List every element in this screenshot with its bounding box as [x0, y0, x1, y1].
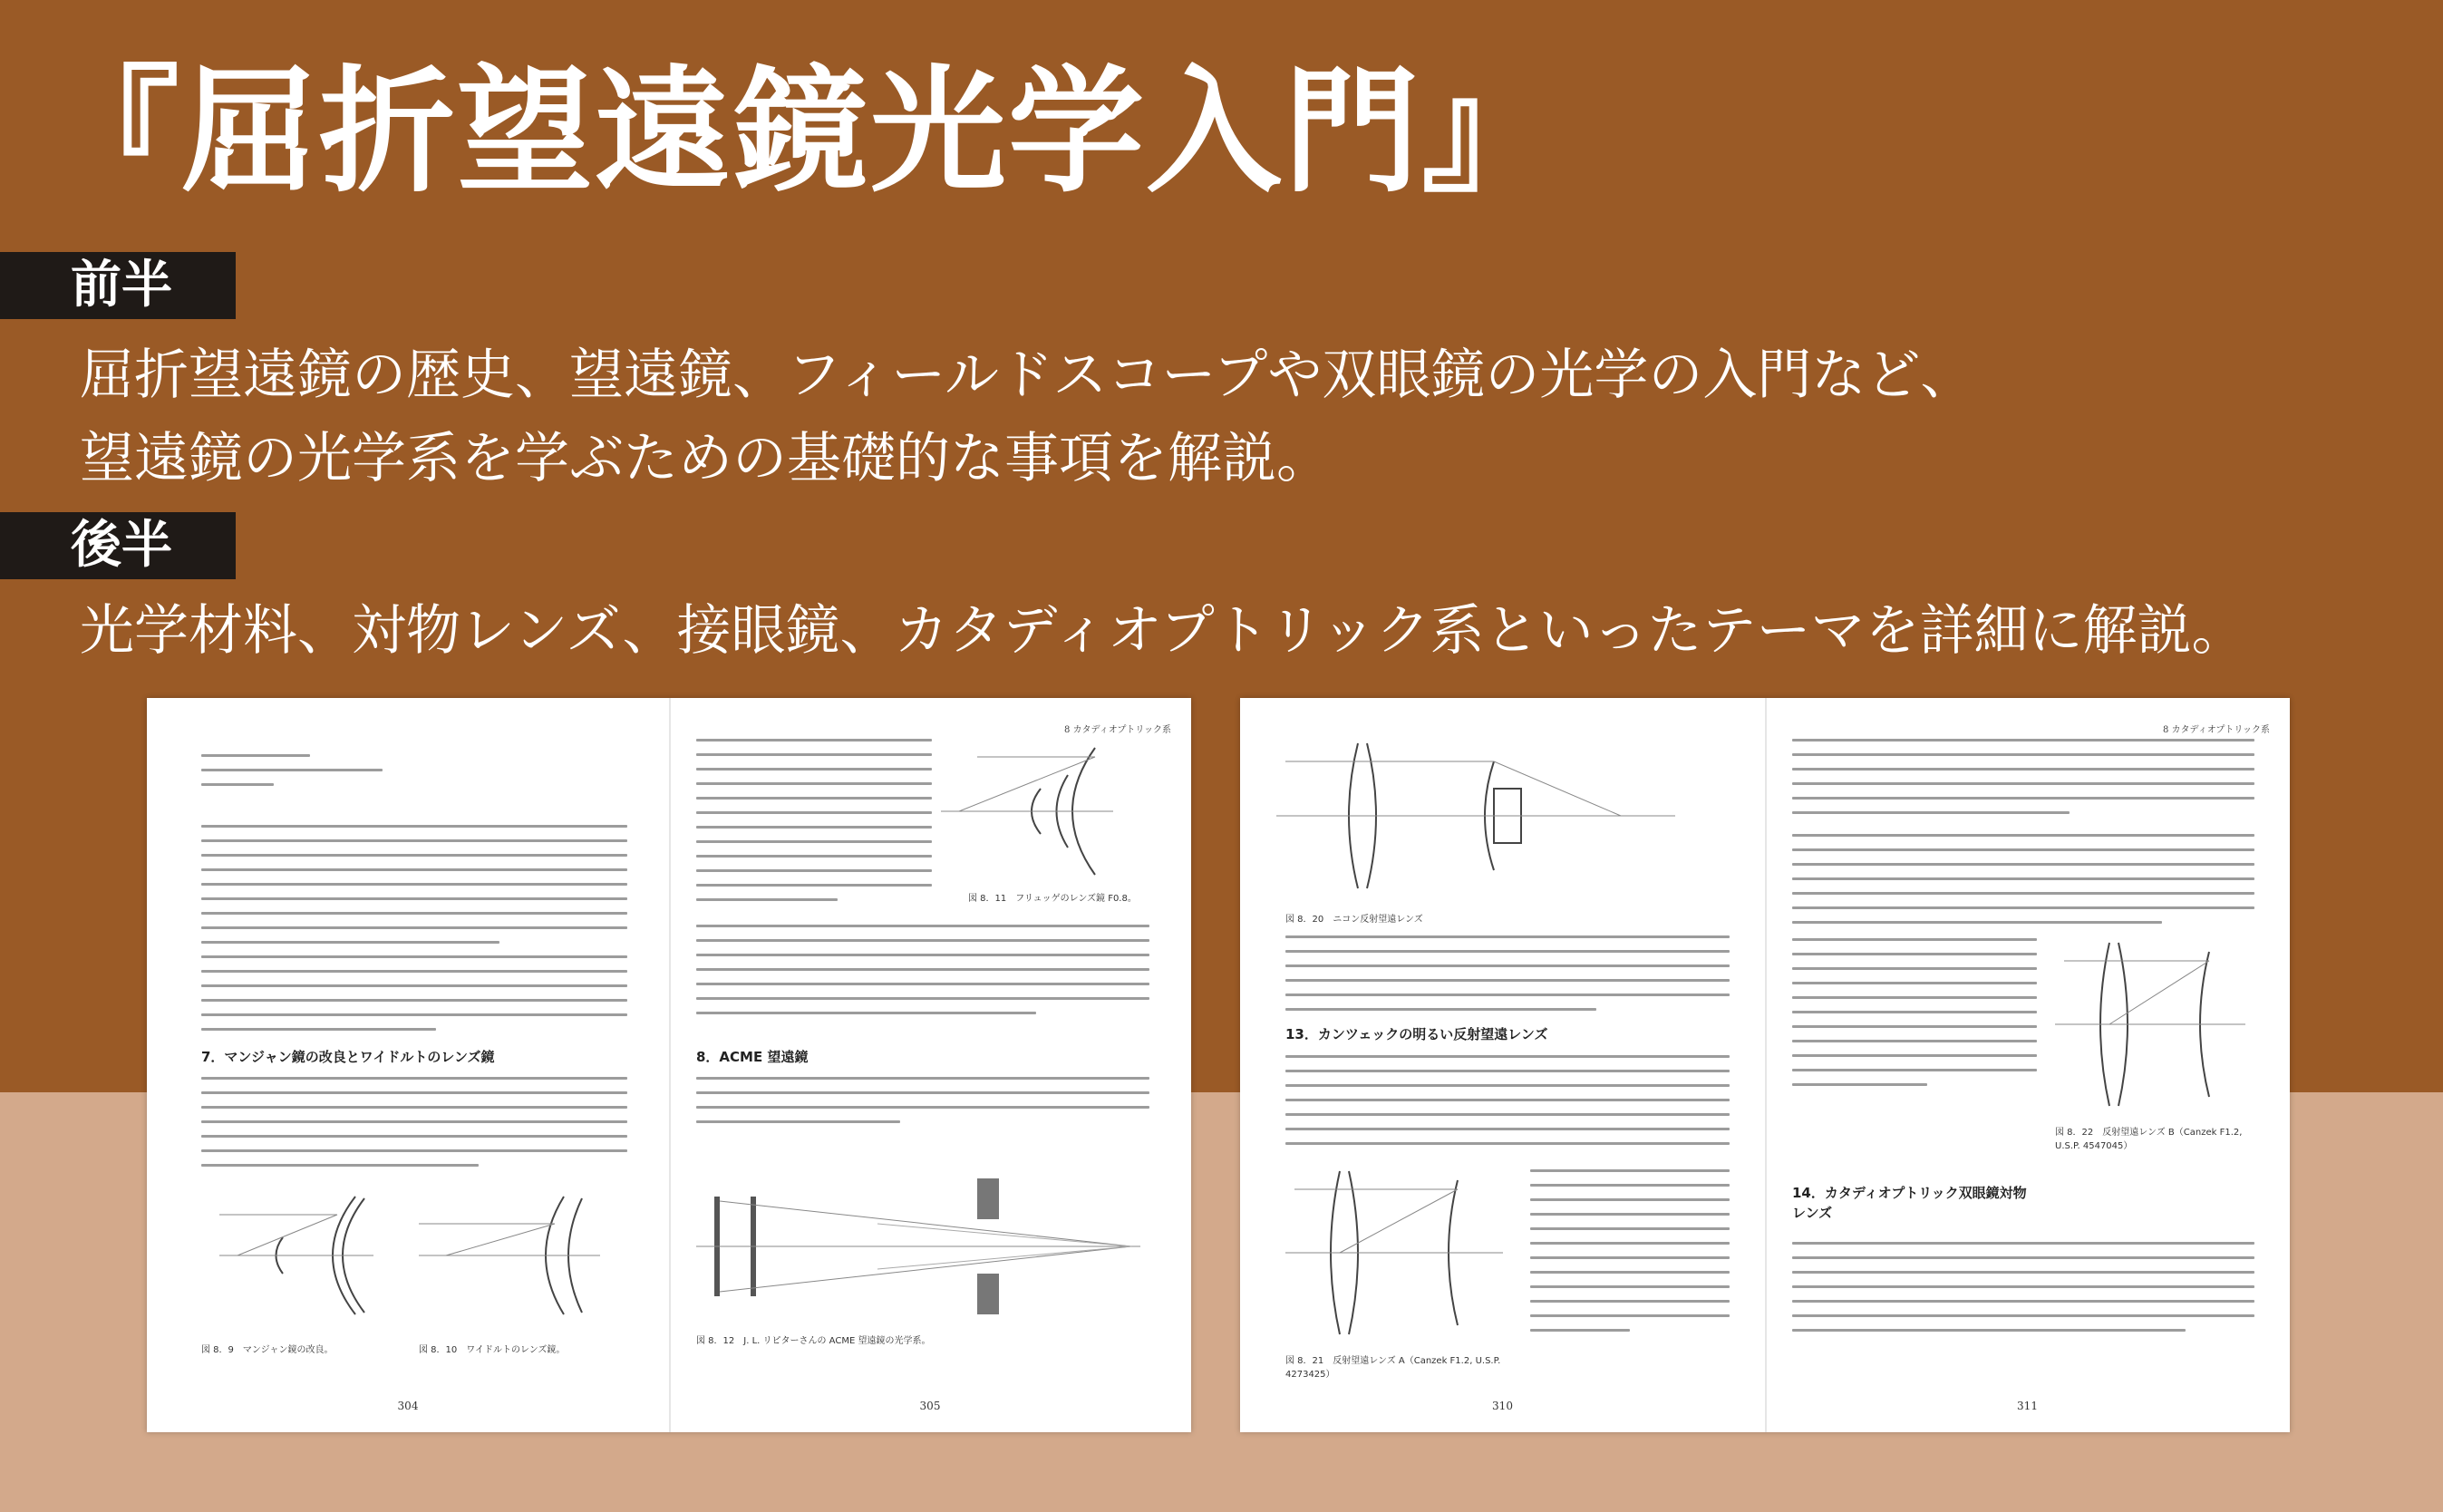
- sample-spread-310-311: [1240, 698, 2290, 1432]
- body-text-block: [696, 739, 932, 913]
- page-number: 311: [2017, 1400, 2038, 1412]
- mangin-mirror-figure: [219, 1187, 401, 1323]
- section-heading: 8．ACME 望遠鏡: [696, 1049, 809, 1065]
- second-half-line-1: 光学材料、対物レンズ、接眼鏡、カタディオプトリック系といったテーマを詳細に解説。: [80, 599, 2246, 663]
- running-head: 8 カタディオプトリック系: [2162, 725, 2270, 735]
- body-text-block-3: [1530, 1169, 1730, 1343]
- section-heading: 13．カンツェックの明るい反射望遠レンズ: [1285, 1026, 1548, 1042]
- section-heading: 14．カタディオプトリック双眼鏡対物レンズ: [1792, 1185, 2027, 1221]
- reflex-lens-a-figure: [1285, 1162, 1512, 1343]
- body-text-block: [201, 825, 627, 1042]
- body-text-block-3: [1792, 938, 2037, 1098]
- book-title: 『屈折望遠鏡光学入門』: [44, 52, 1560, 211]
- figure-caption-8-10: 図 8．10 ワイドルトのレンズ鏡。: [419, 1345, 566, 1355]
- body-text-block: [1792, 739, 2254, 826]
- body-text-block-2: [201, 1077, 627, 1178]
- page-305: [669, 698, 1191, 1432]
- figure-caption-8-9: 図 8．9 マンジャン鏡の改良。: [201, 1345, 334, 1355]
- body-text-block-3: [696, 1077, 1149, 1135]
- page-310: [1240, 698, 1765, 1432]
- page-number: 304: [397, 1400, 419, 1412]
- figure-caption-8-11: 図 8．11 フリュッゲのレンズ鏡 F0.8。: [968, 894, 1137, 904]
- page-number: 305: [919, 1400, 941, 1412]
- section-heading: 7．マンジャン鏡の改良とワイドルトのレンズ鏡: [201, 1049, 495, 1065]
- page-304: [147, 698, 669, 1432]
- body-text-block-2: [696, 925, 1149, 1026]
- first-half-badge: 前半: [0, 252, 236, 319]
- running-head: 8 カタディオプトリック系: [1063, 725, 1171, 735]
- figure-caption-8-12: 図 8．12 J. L. リピターさんの ACME 望遠鏡の光学系。: [696, 1336, 931, 1346]
- flugge-lens-figure: [941, 739, 1140, 884]
- figure-caption-8-21: 図 8．21 反射望遠レンズ A（Canzek F1.2, U.S.P. 4273425）: [1285, 1356, 1501, 1380]
- nikon-reflex-lens-figure: [1276, 725, 1730, 906]
- wright-lens-mirror-figure: [419, 1187, 618, 1323]
- second-half-badge: 後半: [0, 512, 236, 579]
- second-half-description: [80, 589, 2246, 673]
- reflex-lens-b-figure: [2055, 934, 2254, 1115]
- acme-telescope-figure: [696, 1169, 1149, 1323]
- page-311: [1765, 698, 2290, 1432]
- page-number: 310: [1492, 1400, 1513, 1412]
- body-text-block-2: [1792, 834, 2254, 935]
- figure-caption-8-22: 図 8．22 反射望遠レンズ B（Canzek F1.2, U.S.P. 4547045）: [2055, 1128, 2243, 1151]
- sample-spread-304-305: [147, 698, 1191, 1432]
- body-text-block: [1285, 935, 1730, 1023]
- formula-block: [201, 754, 383, 798]
- body-text-block-4: [1792, 1242, 2254, 1343]
- figure-caption-8-20: 図 8．20 ニコン反射望遠レンズ: [1285, 915, 1423, 925]
- first-half-description: [80, 334, 1974, 500]
- first-half-line-1: 屈折望遠鏡の歴史、望遠鏡、フィールドスコープや双眼鏡の光学の入門など、: [80, 344, 1975, 407]
- body-text-block-2: [1285, 1055, 1730, 1157]
- first-half-line-2: 望遠鏡の光学系を学ぶための基礎的な事項を解説。: [80, 427, 1331, 490]
